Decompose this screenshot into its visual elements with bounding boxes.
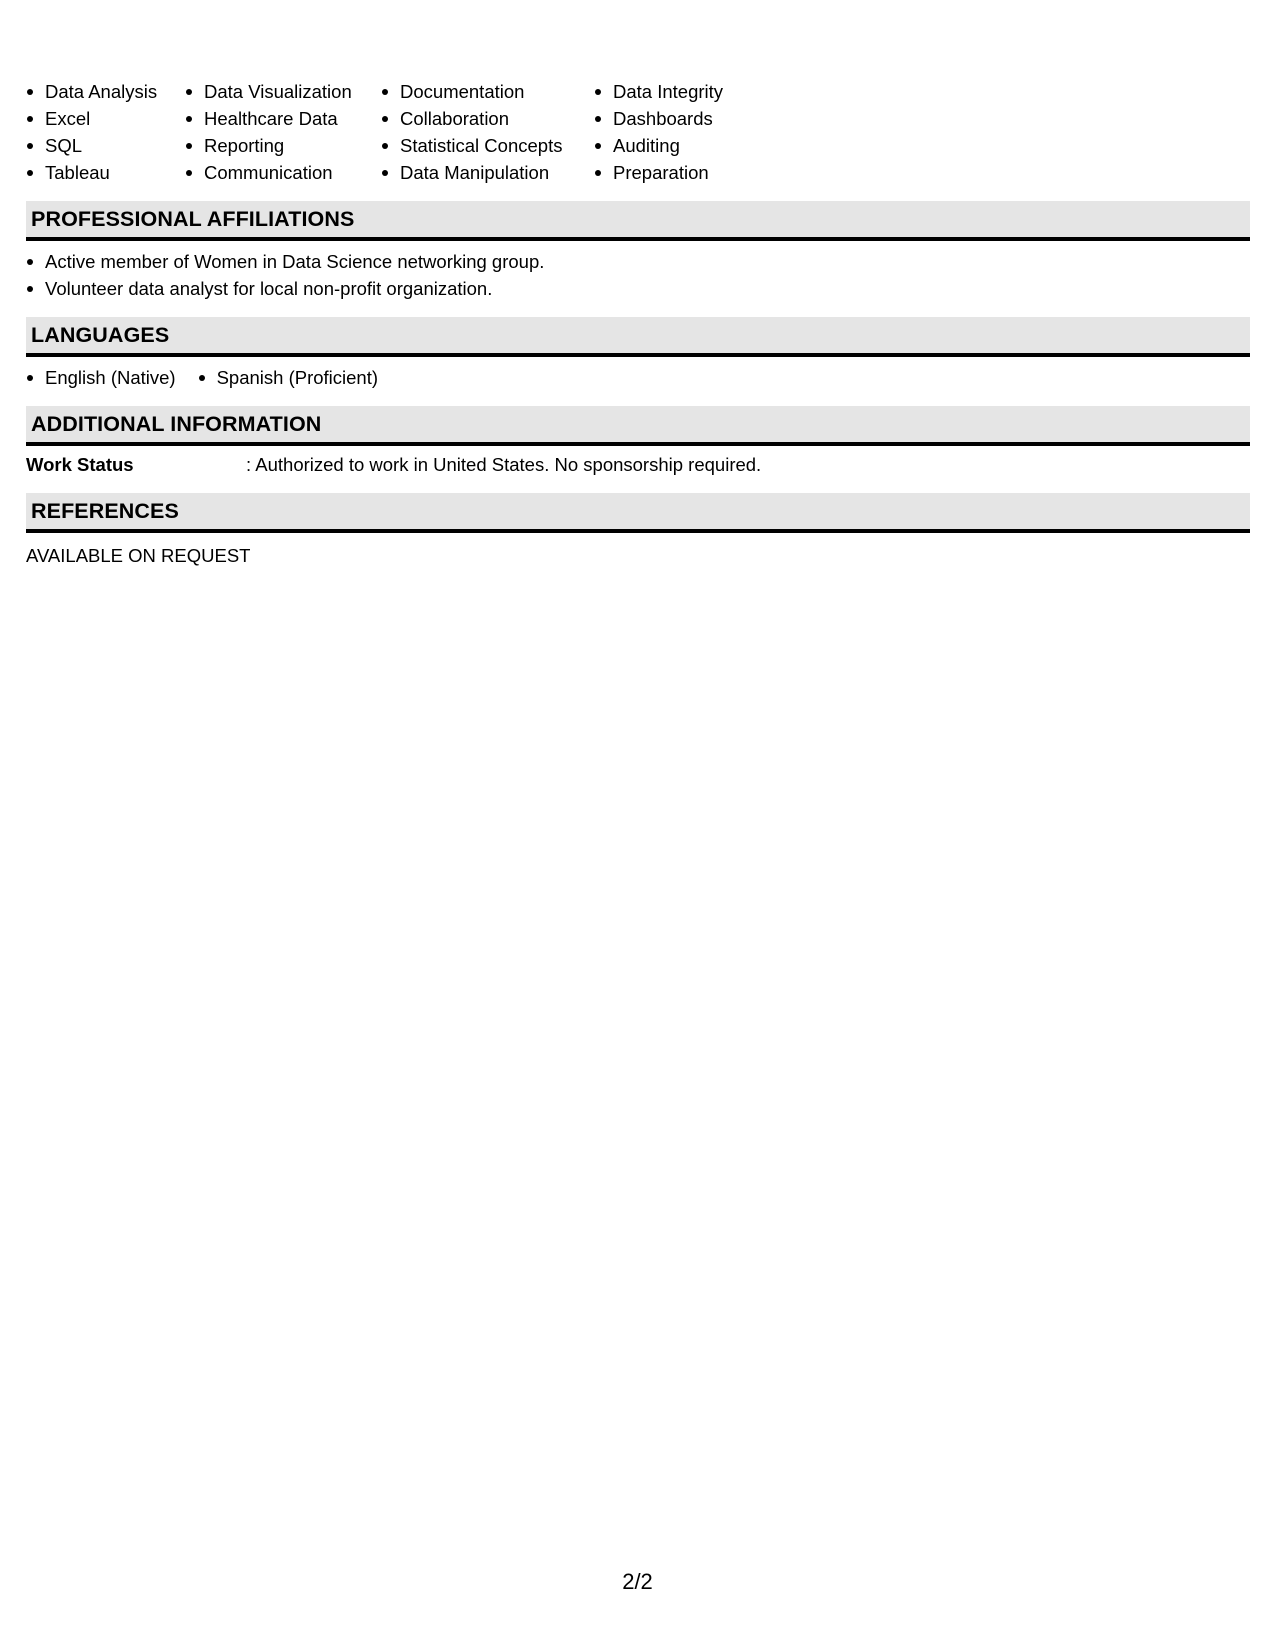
skill-item: Reporting (185, 132, 381, 159)
skill-item: Data Manipulation (381, 159, 594, 186)
work-status-row (26, 451, 1250, 478)
skill-item: Excel (26, 105, 185, 132)
language-item: Spanish (Proficient) (198, 364, 378, 391)
language-item: English (Native) (26, 364, 176, 391)
languages-header (26, 317, 1250, 357)
skills-column (185, 78, 381, 186)
references-text: AVAILABLE ON REQUEST (26, 545, 251, 566)
skill-item: Communication (185, 159, 381, 186)
skill-item: Statistical Concepts (381, 132, 594, 159)
section-title: ADDITIONAL INFORMATION (31, 411, 322, 436)
section-title: LANGUAGES (31, 322, 170, 347)
skills-column (594, 78, 794, 186)
additional-info-header (26, 406, 1250, 446)
skill-item: SQL (26, 132, 185, 159)
work-status-value: : Authorized to work in United States. No sponsorship required. (246, 454, 762, 475)
skill-item: Data Visualization (185, 78, 381, 105)
affiliation-item: Volunteer data analyst for local non-profit organization. (26, 275, 1250, 302)
resume-page (26, 78, 1250, 569)
skill-item: Documentation (381, 78, 594, 105)
skill-item: Collaboration (381, 105, 594, 132)
work-status-label: Work Status (26, 454, 134, 475)
page-number: 2/2 (622, 1569, 653, 1594)
section-title: REFERENCES (31, 498, 179, 523)
references-header (26, 493, 1250, 533)
skill-item: Data Analysis (26, 78, 185, 105)
section-title: PROFESSIONAL AFFILIATIONS (31, 206, 355, 231)
affiliation-item: Active member of Women in Data Science networking group. (26, 248, 1250, 275)
skill-item: Data Integrity (594, 78, 794, 105)
skill-item: Healthcare Data (185, 105, 381, 132)
skill-item: Tableau (26, 159, 185, 186)
skill-item: Dashboards (594, 105, 794, 132)
skill-item: Auditing (594, 132, 794, 159)
languages-list (26, 364, 1250, 391)
skills-list (26, 78, 1250, 186)
skills-column (26, 78, 185, 186)
affiliations-header (26, 201, 1250, 241)
skills-column (381, 78, 594, 186)
affiliations-list (26, 248, 1250, 302)
skill-item: Preparation (594, 159, 794, 186)
